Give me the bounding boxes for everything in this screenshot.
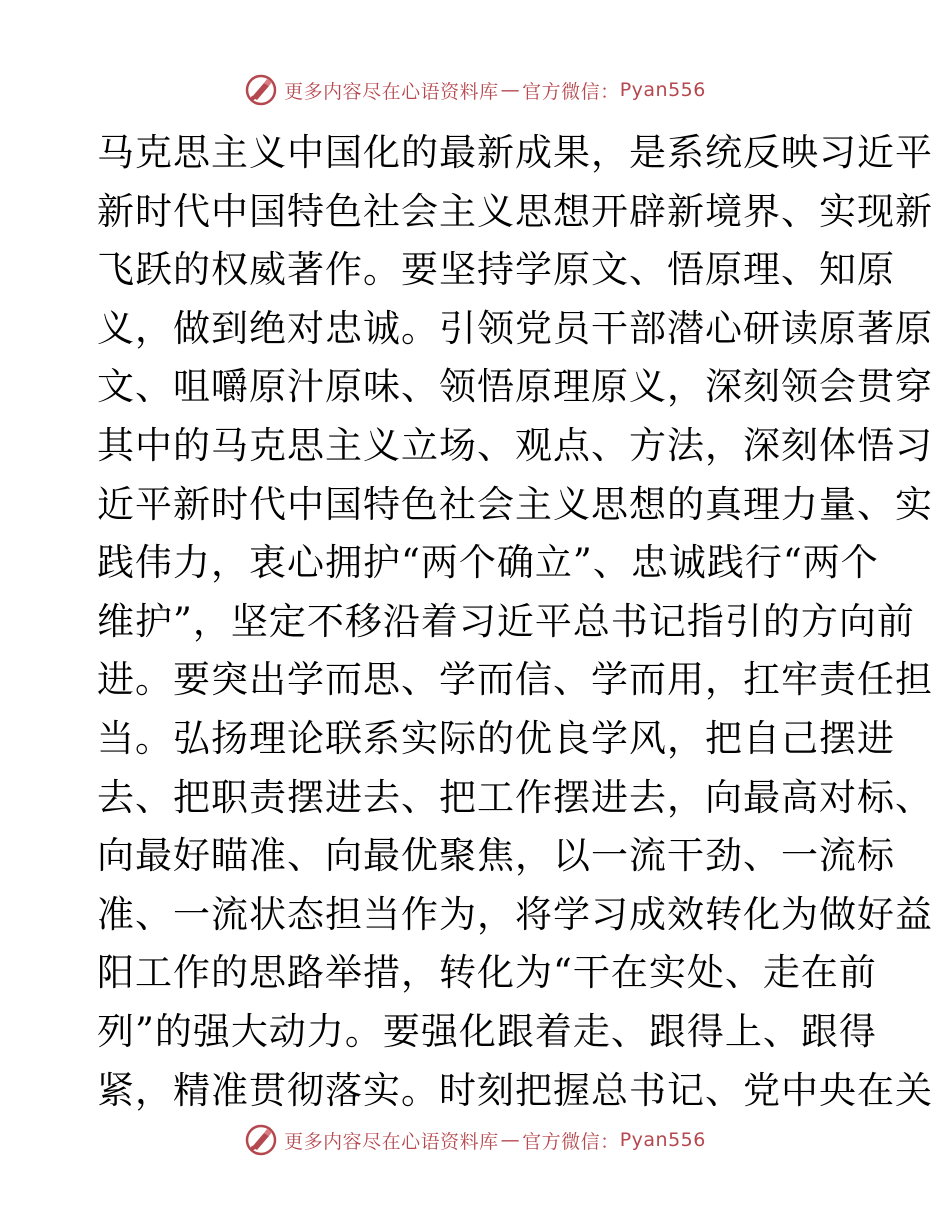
text-line: 新时代中国特色社会主义思想开辟新境界、实现新 [97, 189, 933, 233]
brand-logo-icon [244, 73, 278, 107]
text-line: 进。要突出学而思、学而信、学而用，扛牢责任担 [97, 658, 933, 702]
text-line: 去、把职责摆进去、把工作摆进去，向最高对标、 [97, 775, 933, 819]
banner-separator: — [500, 79, 521, 101]
banner-label: 官方微信： [522, 1130, 620, 1153]
text-line: 阳工作的思路举措，转化为“干在实处、走在前 [97, 951, 877, 995]
text-line: 践伟力，衷心拥护“两个确立”、忠诚践行“两个 [97, 541, 879, 585]
banner-text: 更多内容尽在心语资料库 [284, 1130, 499, 1153]
footer-watermark-banner [0, 1120, 950, 1160]
text-line: 维护”，坚定不移沿着习近平总书记指引的方向前 [97, 599, 915, 643]
text-line: 列”的强大动力。要强化跟着走、跟得上、跟得 [97, 1009, 877, 1053]
text-line: 向最好瞄准、向最优聚焦，以一流干劲、一流标 [97, 834, 895, 878]
document-body [97, 124, 933, 1120]
banner-text: 更多内容尽在心语资料库 [284, 80, 499, 103]
text-line: 紧，精准贯彻落实。时刻把握总书记、党中央在关 [97, 1068, 933, 1112]
banner-id: Pyan556 [619, 1129, 706, 1151]
banner-separator: — [500, 1129, 521, 1151]
text-line: 义，做到绝对忠诚。引领党员干部潜心研读原著原 [97, 306, 933, 350]
banner-id: Pyan556 [619, 79, 706, 101]
header-watermark-banner [0, 70, 950, 110]
text-line: 当。弘扬理论联系实际的优良学风，把自己摆进 [97, 716, 895, 760]
text-line: 准、一流状态担当作为，将学习成效转化为做好益 [97, 892, 933, 936]
text-line: 近平新时代中国特色社会主义思想的真理力量、实 [97, 482, 933, 526]
text-line: 马克思主义中国化的最新成果，是系统反映习近平 [97, 131, 933, 174]
banner-label: 官方微信： [522, 80, 620, 103]
brand-logo-icon [244, 1123, 278, 1157]
text-line: 飞跃的权威著作。要坚持学原文、悟原理、知原 [97, 248, 895, 292]
text-line: 其中的马克思主义立场、观点、方法，深刻体悟习 [97, 423, 933, 467]
text-line: 文、咀嚼原汁原味、领悟原理原义，深刻领会贯穿 [97, 365, 933, 409]
